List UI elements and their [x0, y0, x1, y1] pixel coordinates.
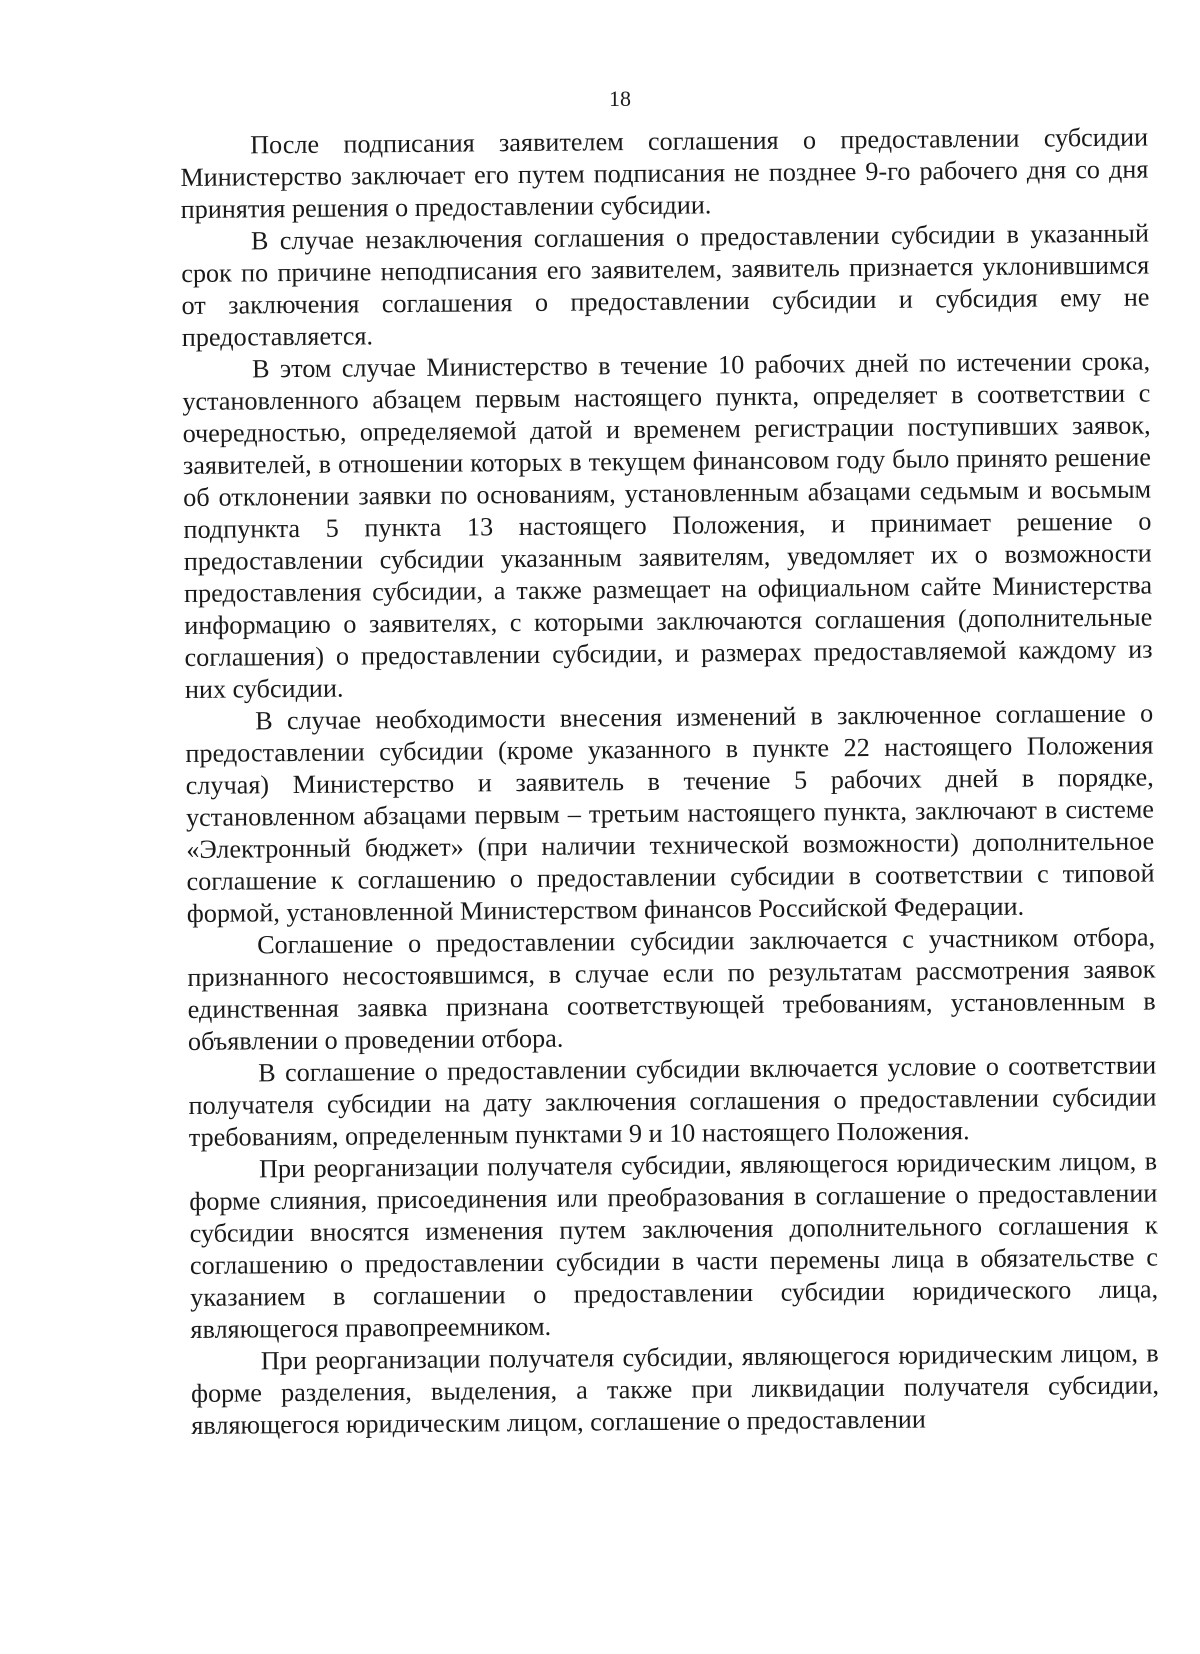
document-body: [180, 122, 1159, 1442]
paragraph-single-applicant: Соглашение о предоставлении субсидии заключается с участником отбора, признанного несостоявшимся, в случае если по результатам рассмотрения заявок единственная заявка признана соответствующей требованиям, установленным в объявлении о проведении отбора.: [187, 922, 1156, 1056]
paragraph-reorganization-merger: При реорганизации получателя субсидии, являющегося юридическим лицом, в форме слияния, присоединения или преобразования в соглашение о предоставлении субсидии вносятся изменения путем заключения дополнительного соглашения к соглашению о предоставлении субсидии в части перемены лица в обязательстве с указанием в соглашении о предоставлении субсидии юридического лица, являющегося правопреемником.: [189, 1146, 1159, 1344]
paragraph-signing-procedure: После подписания заявителем соглашения о предоставлении субсидии Министерство заключает его путем подписания не позднее 9-го рабочего дня со дня принятия решения о предоставлении субсидии.: [180, 122, 1149, 224]
paragraph-reorganization-division: При реорганизации получателя субсидии, являющегося юридическим лицом, в форме разделения, выделения, а также при ликвидации получателя субсидии, являющегося юридическим лицом, соглашение о предоставлении: [190, 1338, 1160, 1440]
paragraph-reallocation: В этом случае Министерство в течение 10 рабочих дней по истечении срока, установленного абзацем первым настоящего пункта, определяет в соответствии с очередностью, определяемой датой и временем регистрации поступивших заявок, заявителей, в отношении которых в текущем финансовом году было принято решение об отклонении заявки по основаниям, установленным абзацами седьмым и восьмым подпункта 5 пункта 13 настоящего Положения, и принимает решение о предоставлении субсидии указанным заявителям, уведомляет их о возможности предоставления субсидии, а также размещает на официальном сайте Министерства информацию о заявителях, с которыми заключаются соглашения (дополнительные соглашения) о предоставлении субсидии, и размерах предоставляемой каждому из них субсидии.: [182, 346, 1153, 704]
paragraph-non-conclusion: В случае незаключения соглашения о предоставлении субсидии в указанный срок по причине неподписания его заявителем, заявитель признается уклонившимся от заключения соглашения о предоставлении субсидии и субсидия ему не предоставляется.: [181, 218, 1150, 352]
paragraph-amendments: В случае необходимости внесения изменений в заключенное соглашение о предоставлении субсидии (кроме указанного в пункте 22 настоящего Положения случая) Министерство и заявитель в течение 5 рабочих дней в порядке, установленном абзацами первым – третьим настоящего пункта, заключают в системе «Электронный бюджет» (при наличии технической возможности) дополнительное соглашение к соглашению о предоставлении субсидии в соответствии с типовой формой, установленной Министерством финансов Российской Федерации.: [185, 698, 1155, 928]
paragraph-compliance-condition: В соглашение о предоставлении субсидии включается условие о соответствии получателя субсидии на дату заключения соглашения о предоставлении субсидии требованиям, определенным пунктами 9 и 10 настоящего Положения.: [188, 1050, 1157, 1152]
page-number: 18: [609, 86, 631, 111]
